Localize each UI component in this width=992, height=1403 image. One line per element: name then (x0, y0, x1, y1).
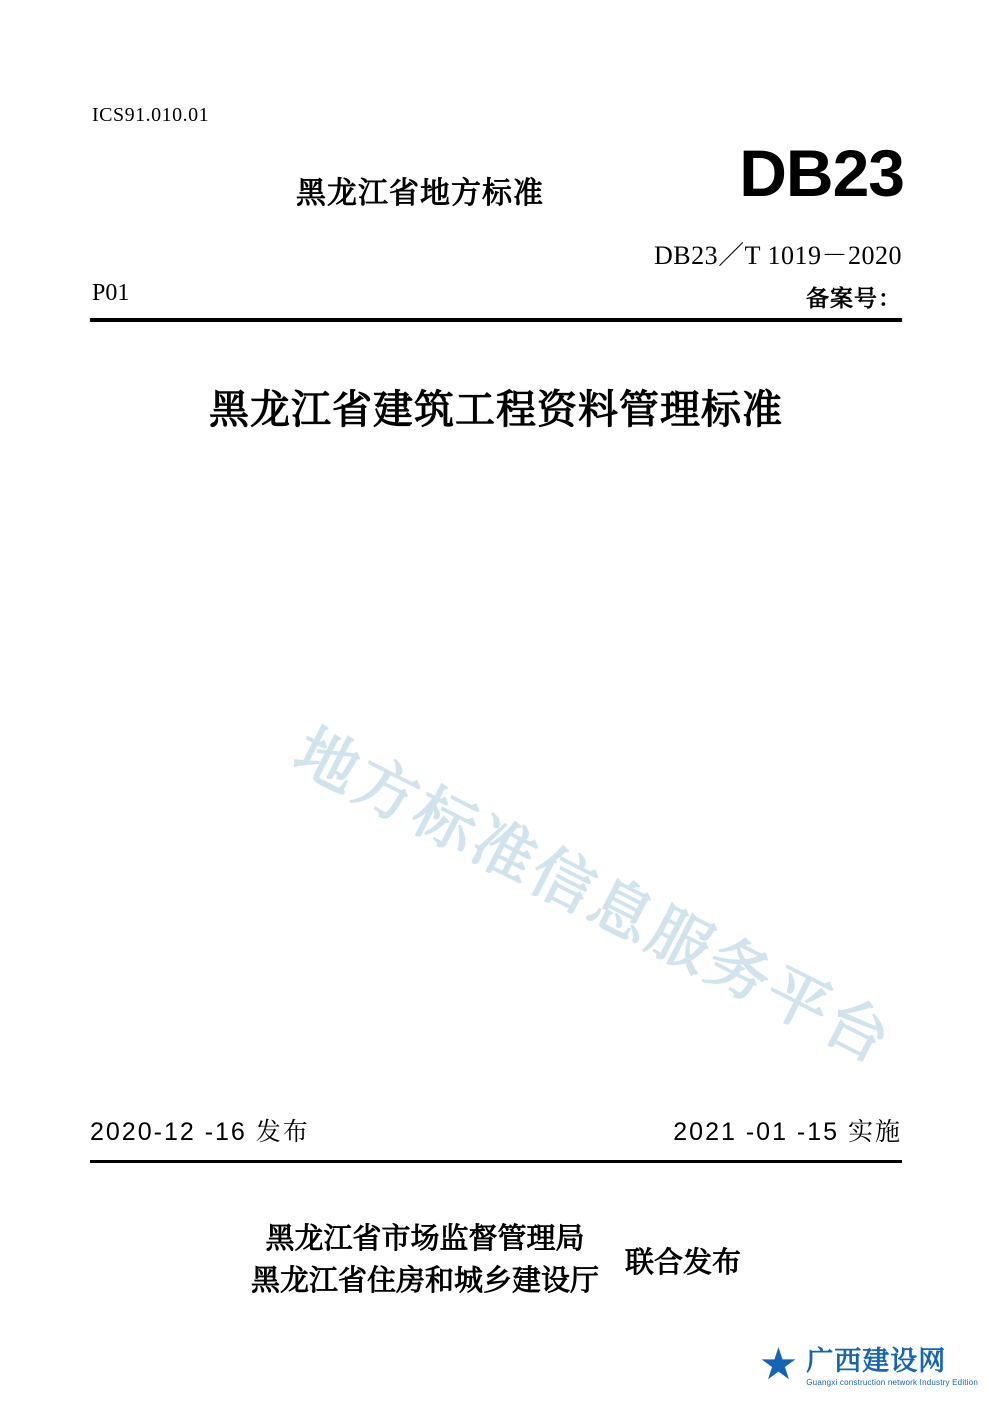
db-logo: DB23 (739, 136, 904, 210)
site-logo-text (806, 1347, 978, 1388)
ics-code: ICS91.010.01 (92, 104, 210, 126)
effective-date: 2021 -01 -15 实施 (673, 1118, 902, 1146)
footer-divider (90, 1160, 902, 1163)
site-logo (758, 1340, 978, 1389)
joint-release-label: 联合发布 (625, 1246, 742, 1279)
record-number-label: 备案号： (806, 285, 902, 311)
classification-code: P01 (92, 280, 130, 306)
page-title: 黑龙江省建筑工程资料管理标准 (209, 388, 783, 432)
standard-category: 黑龙江省地方标准 (296, 177, 544, 210)
standard-number: DB23／T 1019－2020 (653, 241, 902, 270)
star-icon: ★ (758, 1340, 799, 1389)
publisher-org-2: 黑龙江省住房和城乡建设厅 (250, 1265, 599, 1298)
issue-date: 2020-12 -16 发布 (90, 1118, 310, 1146)
publisher-org-1: 黑龙江省市场监督管理局 (265, 1223, 585, 1255)
header-divider (90, 318, 902, 322)
site-logo-en: Guangxi construction network Industry Edition (806, 1378, 978, 1388)
date-row (90, 1112, 902, 1148)
site-logo-cn: 广西建设网 (806, 1345, 947, 1376)
watermark-text: 地方标准信息服务平台 (283, 716, 904, 1078)
publisher-block (0, 1218, 992, 1302)
publisher-names (251, 1218, 599, 1302)
